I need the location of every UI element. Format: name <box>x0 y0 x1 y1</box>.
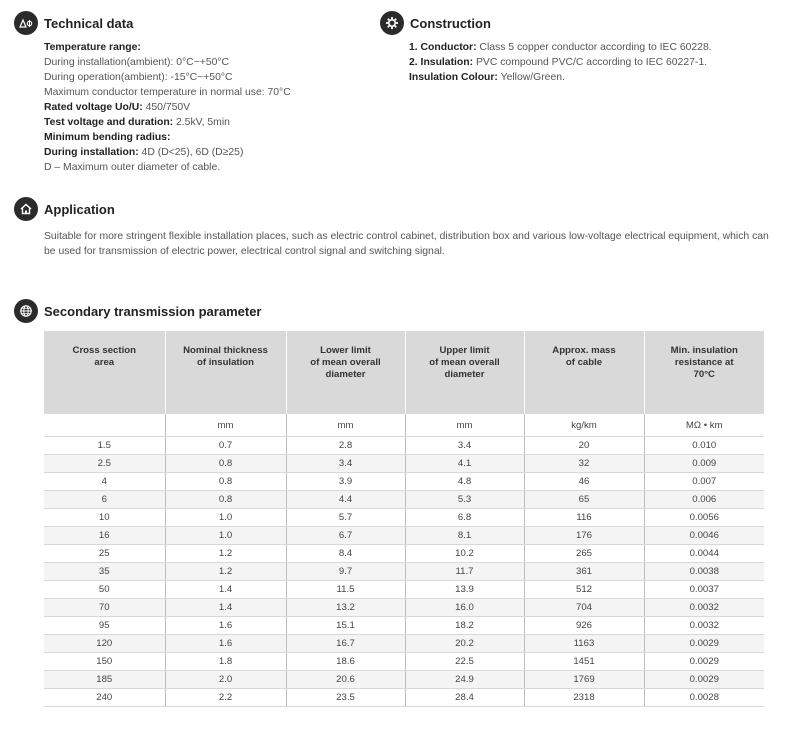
unit-cell: mm <box>405 414 524 437</box>
gear-icon <box>380 11 404 35</box>
header-resistance: Min. insulation resistance at 70°C <box>644 331 764 414</box>
table-cell: 6 <box>44 491 165 509</box>
table-cell: 11.5 <box>286 581 405 599</box>
table-cell: 15.1 <box>286 617 405 635</box>
max-conductor-temperature: Maximum conductor temperature in normal use: 70°C <box>44 87 291 98</box>
table-cell: 22.5 <box>405 653 524 671</box>
table-cell: 1163 <box>524 635 644 653</box>
table-cell: 0.0056 <box>644 509 764 527</box>
table-cell: 3.4 <box>405 437 524 455</box>
table-cell: 0.0029 <box>644 671 764 689</box>
table-cell: 23.5 <box>286 689 405 707</box>
table-cell: 185 <box>44 671 165 689</box>
table-cell: 4.1 <box>405 455 524 473</box>
table-cell: 0.0029 <box>644 635 764 653</box>
table-cell: 1.6 <box>165 617 286 635</box>
rated-voltage: Rated voltage Uo/U: 450/750V <box>44 102 191 113</box>
table-cell: 0.7 <box>165 437 286 455</box>
test-voltage: Test voltage and duration: 2.5kV, 5min <box>44 117 230 128</box>
table-cell: 0.0032 <box>644 599 764 617</box>
table-cell: 512 <box>524 581 644 599</box>
table-cell: 13.9 <box>405 581 524 599</box>
table-cell: 1.4 <box>165 581 286 599</box>
technical-data-heading <box>14 11 133 35</box>
table-cell: 46 <box>524 473 644 491</box>
table-row <box>44 581 764 599</box>
table-cell: 0.007 <box>644 473 764 491</box>
table-cell: 0.0038 <box>644 563 764 581</box>
table-cell: 116 <box>524 509 644 527</box>
table-cell: 5.7 <box>286 509 405 527</box>
table-cell: 0.0028 <box>644 689 764 707</box>
table-cell: 50 <box>44 581 165 599</box>
table-cell: 0.009 <box>644 455 764 473</box>
table-cell: 1.6 <box>165 635 286 653</box>
table-cell: 0.010 <box>644 437 764 455</box>
parameters-table <box>44 331 764 707</box>
units-row <box>44 414 764 437</box>
installation-temperature: During installation(ambient): 0°C~+50°C <box>44 57 230 68</box>
technical-data-body <box>44 40 291 175</box>
construction-title: Construction <box>410 15 491 31</box>
bending-radius-installation: During installation: 4D (D<25), 6D (D≥25) <box>44 147 244 158</box>
table-cell: 35 <box>44 563 165 581</box>
table-cell: 20 <box>524 437 644 455</box>
construction-heading <box>380 11 491 35</box>
table-cell: 1.0 <box>165 527 286 545</box>
parameters-heading <box>14 299 261 323</box>
unit-cell: mm <box>165 414 286 437</box>
table-cell: 16.7 <box>286 635 405 653</box>
table-cell: 3.9 <box>286 473 405 491</box>
table-cell: 18.2 <box>405 617 524 635</box>
unit-cell: mm <box>286 414 405 437</box>
table-cell: 704 <box>524 599 644 617</box>
table-row <box>44 635 764 653</box>
table-row <box>44 689 764 707</box>
table-cell: 150 <box>44 653 165 671</box>
table-cell: 16 <box>44 527 165 545</box>
table-row <box>44 491 764 509</box>
table-row <box>44 653 764 671</box>
table-cell: 8.4 <box>286 545 405 563</box>
table-cell: 20.2 <box>405 635 524 653</box>
table-cell: 18.6 <box>286 653 405 671</box>
temperature-range-label: Temperature range: <box>44 42 141 53</box>
table-cell: 16.0 <box>405 599 524 617</box>
table-row <box>44 437 764 455</box>
table-cell: 2.8 <box>286 437 405 455</box>
table-cell: 0.8 <box>165 473 286 491</box>
table-cell: 10 <box>44 509 165 527</box>
delta-phi-icon <box>14 11 38 35</box>
table-cell: 2318 <box>524 689 644 707</box>
table-cell: 20.6 <box>286 671 405 689</box>
table-cell: 4.8 <box>405 473 524 491</box>
technical-data-title: Technical data <box>44 15 134 31</box>
table-cell: 1.2 <box>165 545 286 563</box>
table-cell: 13.2 <box>286 599 405 617</box>
table-cell: 32 <box>524 455 644 473</box>
header-insulation-thickness: Nominal thickness of insulation <box>165 331 286 414</box>
table-row <box>44 473 764 491</box>
insulation-spec: 2. Insulation: PVC compound PVC/C according to IEC 60227-1. <box>409 57 708 68</box>
header-lower-diameter: Lower limit of mean overall diameter <box>286 331 405 414</box>
insulation-colour: Insulation Colour: Yellow/Green. <box>409 72 565 83</box>
table-cell: 0.0044 <box>644 545 764 563</box>
table-cell: 120 <box>44 635 165 653</box>
table-row <box>44 617 764 635</box>
table-cell: 1.4 <box>165 599 286 617</box>
table-cell: 6.8 <box>405 509 524 527</box>
table-cell: 176 <box>524 527 644 545</box>
table-cell: 2.0 <box>165 671 286 689</box>
table-cell: 0.8 <box>165 491 286 509</box>
header-row <box>44 331 764 414</box>
conductor-spec: 1. Conductor: Class 5 copper conductor according to IEC 60228. <box>409 42 712 53</box>
table-cell: 0.0029 <box>644 653 764 671</box>
table-cell: 4.4 <box>286 491 405 509</box>
table-row <box>44 527 764 545</box>
table-row <box>44 563 764 581</box>
table-cell: 1.0 <box>165 509 286 527</box>
table-row <box>44 509 764 527</box>
table-row <box>44 545 764 563</box>
application-title: Application <box>44 201 115 217</box>
table-cell: 95 <box>44 617 165 635</box>
table-cell: 10.2 <box>405 545 524 563</box>
table-cell: 2.2 <box>165 689 286 707</box>
table-cell: 0.006 <box>644 491 764 509</box>
table-cell: 0.0032 <box>644 617 764 635</box>
table-row <box>44 599 764 617</box>
table-cell: 2.5 <box>44 455 165 473</box>
table-cell: 65 <box>524 491 644 509</box>
table-cell: 4 <box>44 473 165 491</box>
header-cross-section: Cross section area <box>44 331 165 414</box>
globe-icon <box>14 299 38 323</box>
table-cell: 0.0046 <box>644 527 764 545</box>
application-heading <box>14 197 115 221</box>
table-cell: 0.8 <box>165 455 286 473</box>
table-cell: 1.2 <box>165 563 286 581</box>
table-cell: 24.9 <box>405 671 524 689</box>
table-cell: 265 <box>524 545 644 563</box>
table-row <box>44 671 764 689</box>
unit-cell: MΩ • km <box>644 414 764 437</box>
operation-temperature: During operation(ambient): -15°C~+50°C <box>44 72 233 83</box>
table-cell: 1.8 <box>165 653 286 671</box>
home-icon <box>14 197 38 221</box>
diameter-note: D – Maximum outer diameter of cable. <box>44 162 221 173</box>
table-cell: 361 <box>524 563 644 581</box>
table-cell: 11.7 <box>405 563 524 581</box>
construction-body <box>409 40 712 85</box>
table-cell: 1769 <box>524 671 644 689</box>
table-cell: 6.7 <box>286 527 405 545</box>
unit-cell: kg/km <box>524 414 644 437</box>
table-row <box>44 455 764 473</box>
table-cell: 926 <box>524 617 644 635</box>
table-cell: 9.7 <box>286 563 405 581</box>
header-mass: Approx. mass of cable <box>524 331 644 414</box>
table-cell: 25 <box>44 545 165 563</box>
table-cell: 28.4 <box>405 689 524 707</box>
table-cell: 70 <box>44 599 165 617</box>
table-cell: 240 <box>44 689 165 707</box>
table-cell: 1451 <box>524 653 644 671</box>
table-cell: 0.0037 <box>644 581 764 599</box>
unit-cell <box>44 414 165 437</box>
table-cell: 8.1 <box>405 527 524 545</box>
table-cell: 5.3 <box>405 491 524 509</box>
table-cell: 3.4 <box>286 455 405 473</box>
application-text: Suitable for more stringent flexible installation places, such as electric control cabinet, distribution box and various low-voltage electrical equipment, which can be used for transmission of electric power, electrical control signal and switching signal. <box>44 231 769 257</box>
header-upper-diameter: Upper limit of mean overall diameter <box>405 331 524 414</box>
bending-radius-label: Minimum bending radius: <box>44 132 171 143</box>
table-cell: 1.5 <box>44 437 165 455</box>
parameters-title: Secondary transmission parameter <box>44 303 262 319</box>
